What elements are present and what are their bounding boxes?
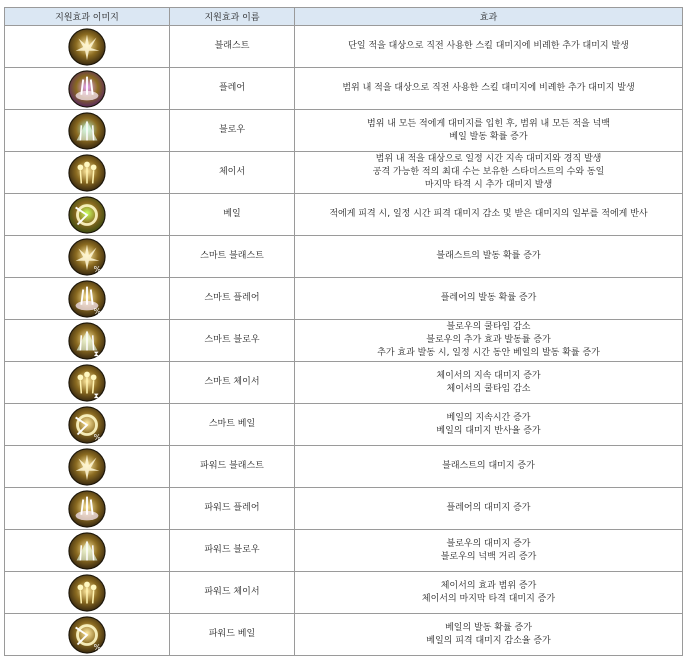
powered-chaser-icon (68, 574, 106, 612)
effect-line: 플레어의 대미지 증가 (446, 503, 531, 513)
support-effects-table (4, 7, 683, 656)
skill-effect (295, 68, 683, 110)
effect-line: 베일의 피격 대미지 감소율 증가 (426, 635, 551, 646)
effect-line: 적에게 피격 시, 일정 시간 피격 대미지 감소 및 받은 대미지의 일부를 적에게 반사 (329, 209, 648, 219)
table-row (5, 614, 683, 656)
skill-name: 스마트 블로우 (170, 320, 295, 362)
skill-effect (295, 446, 683, 488)
skill-effect (295, 362, 683, 404)
table-row (5, 530, 683, 572)
powered-blow-icon (68, 532, 106, 570)
skill-effect (295, 320, 683, 362)
smart-veil-icon (68, 406, 106, 444)
effect-line: 블래스트의 대미지 증가 (442, 461, 535, 471)
table-row (5, 446, 683, 488)
table-row (5, 572, 683, 614)
effect-line: 체이서의 지속 대미지 증가 (436, 370, 541, 381)
powered-blast-icon (68, 448, 106, 486)
smart-blast-icon (68, 238, 106, 276)
skill-name: 스마트 블래스트 (170, 236, 295, 278)
effect-line: 베일 발동 확률 증가 (449, 131, 528, 142)
effect-line: 단일 적을 대상으로 직전 사용한 스킬 대미지에 비례한 추가 대미지 발생 (348, 41, 629, 51)
skill-image-cell (5, 404, 170, 446)
skill-name: 스마트 플레어 (170, 278, 295, 320)
table-row (5, 236, 683, 278)
effect-line: 베일의 발동 확률 증가 (445, 622, 532, 633)
skill-effect (295, 614, 683, 656)
effect-line: 체이서의 쿨타임 감소 (446, 383, 531, 394)
effect-line: 블래스트의 발동 확률 증가 (436, 251, 541, 261)
effect-line: 체이서의 효과 범위 증가 (440, 580, 537, 591)
powered-flare-icon (68, 490, 106, 528)
skill-image-cell (5, 488, 170, 530)
smart-chaser-icon (68, 364, 106, 402)
header-row (5, 8, 683, 26)
skill-effect (295, 110, 683, 152)
skill-name: 파워드 블로우 (170, 530, 295, 572)
svg-text:⧗: ⧗ (93, 390, 99, 400)
skill-name: 스마트 베일 (170, 404, 295, 446)
skill-effect (295, 152, 683, 194)
effect-line: 추가 효과 발동 시, 일정 시간 동안 베일의 발동 확률 증가 (377, 348, 600, 358)
veil-icon (68, 196, 106, 234)
table-row (5, 194, 683, 236)
skill-name: 파워드 블래스트 (170, 446, 295, 488)
svg-text:%: % (93, 432, 101, 442)
smart-flare-icon (68, 280, 106, 318)
smart-blow-icon (68, 322, 106, 360)
skill-name: 파워드 플레어 (170, 488, 295, 530)
skill-name: 플레어 (170, 68, 295, 110)
effect-line: 블로우의 추가 효과 발동률 증가 (426, 335, 551, 345)
chaser-icon (68, 154, 106, 192)
blast-icon (68, 28, 106, 66)
skill-name: 블로우 (170, 110, 295, 152)
skill-name: 파워드 체이서 (170, 572, 295, 614)
effect-line: 베일의 지속시간 증가 (446, 412, 531, 423)
powered-veil-icon (68, 616, 106, 654)
skill-effect (295, 530, 683, 572)
table-row (5, 362, 683, 404)
skill-image-cell (5, 110, 170, 152)
skill-image-cell (5, 152, 170, 194)
skill-name: 스마트 체이서 (170, 362, 295, 404)
effect-line: 베일의 대미지 반사율 증가 (436, 425, 541, 436)
effect-line: 범위 내 적을 대상으로 직전 사용한 스킬 대미지에 비례한 추가 대미지 발생 (342, 83, 635, 93)
skill-image-cell (5, 236, 170, 278)
effect-line: 체이서의 마지막 타격 대미지 증가 (421, 593, 556, 604)
effect-line: 범위 내 적을 대상으로 일정 시간 지속 대미지와 경직 발생 (375, 154, 602, 164)
skill-effect (295, 404, 683, 446)
svg-text:⧗: ⧗ (93, 348, 99, 358)
table-row (5, 152, 683, 194)
skill-name: 파워드 베일 (170, 614, 295, 656)
skill-image-cell (5, 68, 170, 110)
skill-image-cell (5, 278, 170, 320)
skill-effect (295, 278, 683, 320)
svg-text:%: % (93, 642, 101, 652)
effect-line: 블로우의 넉백 거리 증가 (440, 551, 537, 562)
effect-line: 마지막 타격 시 추가 대미지 발생 (424, 180, 553, 190)
effect-line: 블로우의 쿨타임 감소 (446, 322, 531, 332)
table-row (5, 488, 683, 530)
skill-effect (295, 194, 683, 236)
effect-line: 플레어의 발동 확률 증가 (440, 293, 537, 303)
table-row (5, 68, 683, 110)
effect-line: 공격 가능한 적의 최대 수는 보유한 스타더스트의 수와 동일 (372, 167, 605, 177)
skill-image-cell (5, 362, 170, 404)
skill-image-cell (5, 530, 170, 572)
skill-name: 체이서 (170, 152, 295, 194)
skill-image-cell (5, 572, 170, 614)
effect-line: 블로우의 대미지 증가 (446, 538, 531, 549)
header-effect: 효과 (295, 8, 683, 26)
skill-name: 블래스트 (170, 26, 295, 68)
skill-effect (295, 488, 683, 530)
table-row (5, 320, 683, 362)
table-row (5, 404, 683, 446)
effect-line: 범위 내 모든 적에게 대미지를 입힌 후, 범위 내 모든 적을 넉백 (367, 118, 610, 129)
skill-image-cell (5, 320, 170, 362)
skill-effect (295, 572, 683, 614)
skill-image-cell (5, 614, 170, 656)
svg-text:%: % (93, 264, 101, 274)
skill-effect (295, 236, 683, 278)
flare-icon (68, 70, 106, 108)
skill-image-cell (5, 26, 170, 68)
header-name: 지원효과 이름 (170, 8, 295, 26)
header-image: 지원효과 이미지 (5, 8, 170, 26)
table-row (5, 110, 683, 152)
skill-effect (295, 26, 683, 68)
blow-icon (68, 112, 106, 150)
table-row (5, 278, 683, 320)
table-row (5, 26, 683, 68)
skill-image-cell (5, 446, 170, 488)
skill-image-cell (5, 194, 170, 236)
svg-text:%: % (93, 306, 101, 316)
skill-name: 베일 (170, 194, 295, 236)
